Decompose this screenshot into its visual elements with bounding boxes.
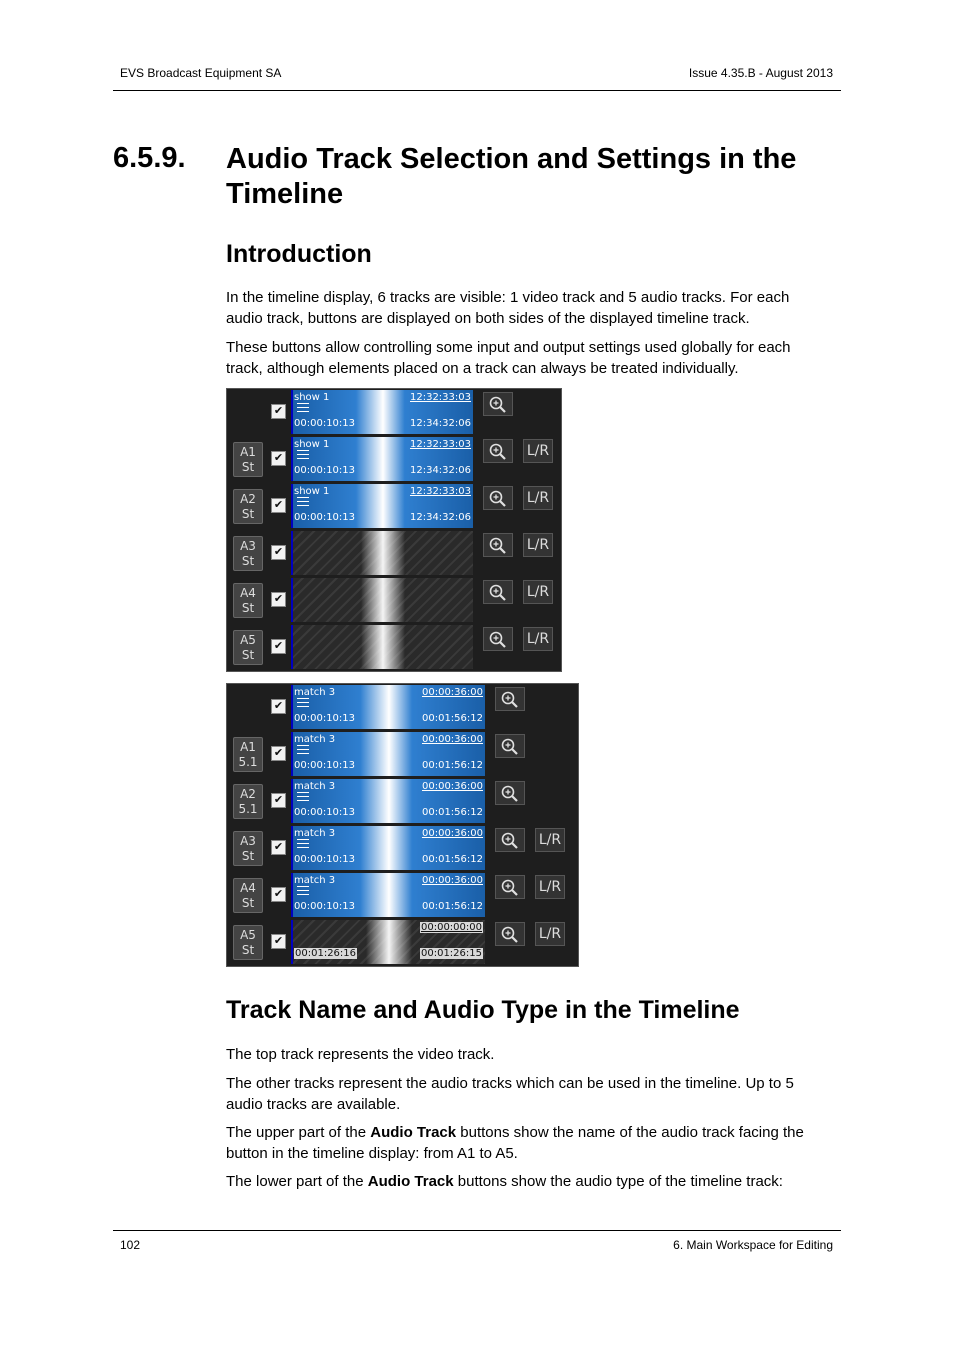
- zoom-icon: [488, 536, 508, 556]
- header-rule: [113, 90, 841, 91]
- audio-type: St: [241, 460, 255, 474]
- track-name: A2: [240, 492, 256, 506]
- track-name: A2: [240, 787, 256, 801]
- zoom-button[interactable]: [495, 687, 525, 711]
- lr-button[interactable]: L/R: [523, 439, 553, 463]
- track-enable-checkbox[interactable]: ✔: [271, 840, 286, 855]
- timeline-track-row: [227, 624, 561, 671]
- clip-name: match 3: [294, 781, 336, 792]
- clip-handle-icon: [297, 698, 309, 707]
- audio-type: St: [241, 507, 255, 521]
- audio-track-button[interactable]: [233, 630, 263, 665]
- track-enable-checkbox[interactable]: ✔: [271, 887, 286, 902]
- empty-track-area[interactable]: [291, 531, 473, 575]
- timeline-clip[interactable]: [291, 873, 485, 917]
- lr-button[interactable]: L/R: [535, 875, 565, 899]
- timeline-clip[interactable]: [291, 779, 485, 823]
- clip-start-timecode: 00:00:10:13: [294, 418, 356, 429]
- timeline-clip[interactable]: [291, 390, 473, 434]
- audio-track-button[interactable]: [233, 583, 263, 618]
- section-number: 6.5.9.: [113, 142, 186, 174]
- lr-button[interactable]: L/R: [535, 922, 565, 946]
- chapter-title: 6. Main Workspace for Editing: [673, 1238, 833, 1252]
- audio-track-button[interactable]: [233, 831, 263, 866]
- timeline-clip[interactable]: [291, 685, 485, 729]
- track-enable-checkbox[interactable]: ✔: [271, 498, 286, 513]
- zoom-icon: [488, 630, 508, 650]
- timeline-figure-2: [226, 683, 579, 967]
- clip-start-timecode: 00:00:10:13: [294, 760, 356, 771]
- track-name: A5: [240, 633, 256, 647]
- timeline-track-row: [227, 919, 578, 966]
- track-enable-checkbox[interactable]: ✔: [271, 451, 286, 466]
- intro-paragraph-2: These buttons allow controlling some input and output settings used globally for each track, although elements placed on a track can always be treated individually.: [226, 339, 791, 377]
- track-enable-checkbox[interactable]: ✔: [271, 639, 286, 654]
- timeline-figure-1: [226, 388, 562, 672]
- zoom-button[interactable]: [483, 533, 513, 557]
- clip-out-timecode: 00:01:56:12: [421, 807, 483, 818]
- audio-type: St: [241, 601, 255, 615]
- clip-out-timecode: 00:01:56:12: [421, 854, 483, 865]
- clip-name: match 3: [294, 875, 336, 886]
- audio-type: St: [241, 849, 255, 863]
- header-left: EVS Broadcast Equipment SA: [120, 66, 282, 80]
- clip-handle-icon: [297, 450, 309, 459]
- timeline-track-row: [227, 436, 561, 483]
- p4-text-start: The lower part of the: [226, 1173, 368, 1190]
- timeline-track-row: [227, 872, 578, 919]
- timeline-clip[interactable]: [291, 732, 485, 776]
- p4-bold-term: Audio Track: [367, 1173, 454, 1190]
- zoom-button[interactable]: [483, 439, 513, 463]
- track-paragraph-2: The other tracks represent the audio tracks which can be used in the timeline. Up to 5 audio tracks are available.: [226, 1075, 794, 1113]
- clip-out-timecode: 12:34:32:06: [409, 418, 471, 429]
- zoom-button[interactable]: [495, 734, 525, 758]
- audio-track-button[interactable]: [233, 925, 263, 960]
- zoom-icon: [488, 583, 508, 603]
- timeline-track-row: [227, 577, 561, 624]
- lr-button[interactable]: L/R: [523, 486, 553, 510]
- clip-handle-icon: [297, 497, 309, 506]
- track-enable-checkbox[interactable]: ✔: [271, 699, 286, 714]
- timeline-track-row: [227, 731, 578, 778]
- audio-track-button[interactable]: [233, 878, 263, 913]
- clip-start-timecode: 00:00:10:13: [294, 512, 356, 523]
- audio-track-button[interactable]: [233, 737, 263, 772]
- timeline-track-row: [227, 778, 578, 825]
- clip-start-timecode: 00:00:10:13: [294, 465, 356, 476]
- track-enable-checkbox[interactable]: ✔: [271, 793, 286, 808]
- track-name: A4: [240, 586, 256, 600]
- track-enable-checkbox[interactable]: ✔: [271, 746, 286, 761]
- clip-in-timecode: 00:00:00:00: [420, 922, 482, 933]
- clip-out-timecode: 00:01:56:12: [421, 713, 483, 724]
- clip-name: match 3: [294, 828, 336, 839]
- audio-type: 5.1: [238, 802, 258, 816]
- audio-type: St: [241, 943, 255, 957]
- audio-track-button[interactable]: [233, 536, 263, 571]
- timeline-clip[interactable]: [291, 484, 473, 528]
- clip-handle-icon: [297, 792, 309, 801]
- zoom-button[interactable]: [495, 875, 525, 899]
- audio-type: St: [241, 896, 255, 910]
- zoom-button[interactable]: [495, 781, 525, 805]
- lr-button[interactable]: L/R: [535, 828, 565, 852]
- timeline-clip[interactable]: [291, 437, 473, 481]
- audio-type: 5.1: [238, 755, 258, 769]
- empty-track-area[interactable]: [291, 625, 473, 669]
- p3-text-end: buttons show the name of the audio track facing the button in the timeline display: from A1 to A5.: [226, 1124, 804, 1162]
- timeline-track-row: [227, 389, 561, 436]
- track-name: A4: [240, 881, 256, 895]
- track-enable-checkbox[interactable]: ✔: [271, 934, 286, 949]
- clip-start-timecode: 00:00:10:13: [294, 807, 356, 818]
- audio-track-button[interactable]: [233, 489, 263, 524]
- clip-start-timecode: 00:01:26:16: [295, 948, 357, 959]
- timeline-clip[interactable]: [291, 826, 485, 870]
- zoom-icon: [488, 442, 508, 462]
- clip-out-timecode: 00:01:56:12: [421, 760, 483, 771]
- clip-name: show 1: [294, 486, 330, 497]
- audio-track-button[interactable]: [233, 442, 263, 477]
- track-enable-checkbox[interactable]: ✔: [271, 545, 286, 560]
- audio-track-button[interactable]: [233, 784, 263, 819]
- track-name: A5: [240, 928, 256, 942]
- track-paragraph-1: The top track represents the video track.: [226, 1046, 495, 1063]
- clip-out-timecode: 00:01:26:15: [420, 948, 482, 959]
- zoom-icon: [500, 831, 520, 851]
- zoom-icon: [488, 489, 508, 509]
- zoom-button[interactable]: [483, 580, 513, 604]
- clip-handle-icon: [297, 886, 309, 895]
- track-paragraph-4: [226, 1172, 826, 1193]
- footer-rule: [113, 1230, 841, 1231]
- clip-handle-icon: [297, 839, 309, 848]
- zoom-icon: [500, 878, 520, 898]
- zoom-icon: [500, 737, 520, 757]
- audio-type: St: [241, 648, 255, 662]
- timeline-track-row: [227, 530, 561, 577]
- clip-out-timecode: 12:34:32:06: [409, 512, 471, 523]
- zoom-button[interactable]: [495, 922, 525, 946]
- track-section-heading: Track Name and Audio Type in the Timeline: [226, 996, 740, 1024]
- clip-name: match 3: [294, 734, 336, 745]
- clip-in-timecode: 00:00:36:00: [421, 687, 483, 698]
- audio-type: St: [241, 554, 255, 568]
- page-number: 102: [120, 1238, 141, 1252]
- header-right: Issue 4.35.B - August 2013: [688, 66, 833, 80]
- clip-in-timecode: 12:32:33:03: [409, 439, 471, 450]
- zoom-button[interactable]: [495, 828, 525, 852]
- p3-bold-term: Audio Track: [370, 1124, 457, 1141]
- clip-out-timecode: 00:01:56:12: [421, 901, 483, 912]
- zoom-icon: [500, 690, 520, 710]
- clip-start-timecode: 00:00:10:13: [294, 901, 356, 912]
- timeline-track-row: [227, 825, 578, 872]
- p3-text-start: The upper part of the: [226, 1124, 371, 1141]
- empty-track-area[interactable]: [291, 578, 473, 622]
- clip-in-timecode: 12:32:33:03: [409, 392, 471, 403]
- section-title: Audio Track Selection and Settings in the Timeline: [226, 143, 797, 210]
- zoom-button[interactable]: [483, 627, 513, 651]
- clip-in-timecode: 00:00:36:00: [421, 875, 483, 886]
- track-name: A3: [240, 539, 256, 553]
- lr-button[interactable]: L/R: [523, 580, 553, 604]
- track-name: A1: [240, 740, 256, 754]
- clip-handle-icon: [297, 745, 309, 754]
- empty-track-area[interactable]: [291, 920, 485, 964]
- track-name: A3: [240, 834, 256, 848]
- track-name: A1: [240, 445, 256, 459]
- timeline-track-row: [227, 483, 561, 530]
- clip-in-timecode: 12:32:33:03: [409, 486, 471, 497]
- zoom-button[interactable]: [483, 486, 513, 510]
- intro-paragraph-1: In the timeline display, 6 tracks are visible: 1 video track and 5 audio tracks. For each audio track, buttons are displayed on both sides of the displayed timeline track.: [226, 289, 790, 327]
- clip-out-timecode: 12:34:32:06: [409, 465, 471, 476]
- clip-handle-icon: [297, 403, 309, 412]
- track-paragraph-3: [226, 1123, 826, 1164]
- clip-start-timecode: 00:00:10:13: [294, 854, 356, 865]
- p4-text-end: buttons show the audio type of the timeline track:: [453, 1173, 783, 1190]
- lr-button[interactable]: L/R: [523, 627, 553, 651]
- zoom-button[interactable]: [483, 392, 513, 416]
- track-enable-checkbox[interactable]: ✔: [271, 404, 286, 419]
- clip-name: show 1: [294, 392, 330, 403]
- lr-button[interactable]: L/R: [523, 533, 553, 557]
- clip-name: show 1: [294, 439, 330, 450]
- clip-in-timecode: 00:00:36:00: [421, 828, 483, 839]
- clip-start-timecode: 00:00:10:13: [294, 713, 356, 724]
- clip-in-timecode: 00:00:36:00: [421, 781, 483, 792]
- intro-heading: Introduction: [226, 240, 372, 268]
- zoom-icon: [500, 925, 520, 945]
- track-enable-checkbox[interactable]: ✔: [271, 592, 286, 607]
- zoom-icon: [500, 784, 520, 804]
- clip-name: match 3: [294, 687, 336, 698]
- clip-in-timecode: 00:00:36:00: [421, 734, 483, 745]
- timeline-track-row: [227, 684, 578, 731]
- zoom-icon: [488, 395, 508, 415]
